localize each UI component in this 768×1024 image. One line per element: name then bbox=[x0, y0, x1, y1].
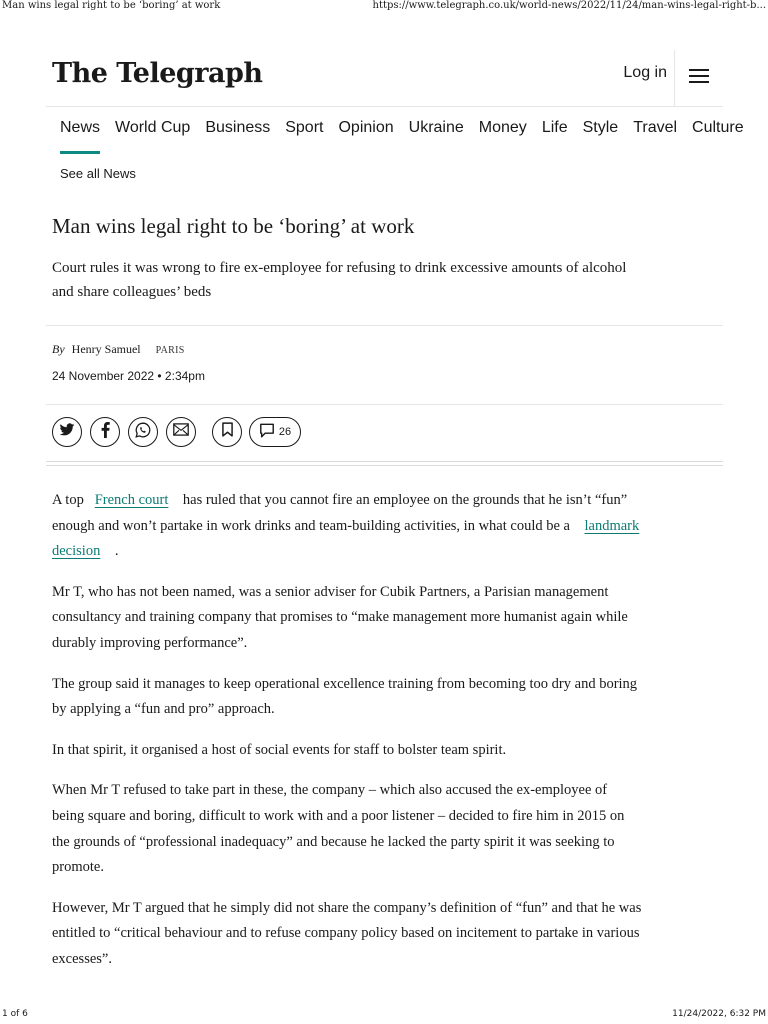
author-name[interactable]: Henry Samuel bbox=[71, 342, 141, 356]
nav-item-world-cup[interactable]: World Cup bbox=[115, 119, 191, 136]
bookmark-icon bbox=[222, 422, 233, 442]
article-standfirst: Court rules it was wrong to fire ex-employee for refusing to drink excessive amounts of alcohol and share colleagues’ beds bbox=[52, 260, 627, 300]
p1-text-a: A top bbox=[52, 492, 84, 508]
article-paragraph-5: When Mr T refused to take part in these, the company – which also accused the ex-employee of being square and boring, difficult to work with and a poor listener – decided to fire him in 2015 on the grounds of “professional inadequacy” and because he lacked the party spirit it was seeking to promote. bbox=[52, 782, 625, 876]
nav-item-style[interactable]: Style bbox=[582, 119, 619, 136]
comment-count: 26 bbox=[278, 426, 292, 438]
print-url: https://www.telegraph.co.uk/world-news/2022/11/24/man-wins-legal-right-b... bbox=[372, 0, 766, 11]
masthead-divider bbox=[674, 50, 675, 106]
nav-item-money[interactable]: Money bbox=[478, 119, 527, 136]
article-headline: Man wins legal right to be ‘boring’ at work bbox=[52, 214, 415, 238]
email-icon bbox=[173, 423, 189, 441]
print-header bbox=[0, 0, 768, 14]
byline bbox=[52, 342, 185, 357]
nav-item-sport[interactable]: Sport bbox=[285, 119, 324, 136]
print-footer bbox=[0, 1008, 768, 1024]
share-bar bbox=[52, 415, 452, 451]
comment-icon bbox=[259, 423, 275, 441]
article-paragraph-4: In that spirit, it organised a host of social events for staff to bolster team spirit. bbox=[52, 741, 507, 758]
p1-text-c: . bbox=[114, 543, 119, 560]
telegraph-logo[interactable]: The Telegraph bbox=[52, 58, 263, 89]
bookmark-button[interactable] bbox=[212, 417, 242, 447]
nav-item-business[interactable]: Business bbox=[205, 119, 271, 136]
twitter-share-button[interactable] bbox=[52, 417, 82, 447]
byline-prefix: By bbox=[52, 342, 65, 356]
p1-text-b: has ruled that you cannot fire an employee on the grounds that he isn’t “fun” enough and won’t partake in work drinks and team-building activities, in what could be a bbox=[52, 492, 628, 534]
print-title: Man wins legal right to be ‘boring’ at work bbox=[2, 0, 221, 11]
whatsapp-icon bbox=[135, 422, 151, 443]
article-paragraph-1 bbox=[52, 488, 642, 565]
login-link[interactable]: Log in bbox=[623, 64, 667, 81]
masthead bbox=[46, 50, 723, 107]
nav-item-culture[interactable]: Culture bbox=[692, 119, 744, 136]
email-share-button[interactable] bbox=[166, 417, 196, 447]
print-page-number: 1 of 6 bbox=[2, 1009, 28, 1019]
twitter-icon bbox=[59, 423, 75, 442]
byline-block bbox=[46, 325, 723, 405]
comments-button[interactable] bbox=[249, 417, 301, 447]
section-divider bbox=[46, 461, 723, 466]
nav-item-news[interactable]: News bbox=[52, 108, 107, 154]
landmark-decision-link[interactable]: landmark decision bbox=[52, 517, 640, 560]
menu-icon[interactable] bbox=[689, 68, 709, 84]
nav-item-travel[interactable]: Travel bbox=[633, 119, 678, 136]
article-paragraph-3: The group said it manages to keep operational excellence training from becoming too dry and boring by applying a “fun and pro” approach. bbox=[52, 675, 638, 718]
publish-date: 24 November 2022 • 2:34pm bbox=[52, 369, 205, 383]
article-body bbox=[52, 488, 642, 988]
article-paragraph-6: However, Mr T argued that he simply did not share the company’s definition of “fun” and that he was entitled to “critical behaviour and to refuse company policy based on incitement to partake in various excesses”. bbox=[52, 899, 642, 967]
print-timestamp: 11/24/2022, 6:32 PM bbox=[672, 1009, 766, 1019]
nav-item-ukraine[interactable]: Ukraine bbox=[408, 119, 464, 136]
nav-item-opinion[interactable]: Opinion bbox=[338, 119, 394, 136]
section-nav bbox=[52, 108, 744, 154]
byline-location: PARIS bbox=[155, 345, 185, 356]
see-all-news-link[interactable]: See all News bbox=[60, 166, 136, 181]
facebook-icon bbox=[101, 422, 110, 443]
whatsapp-share-button[interactable] bbox=[128, 417, 158, 447]
french-court-link[interactable]: French court bbox=[94, 492, 169, 508]
nav-item-life[interactable]: Life bbox=[541, 119, 568, 136]
facebook-share-button[interactable] bbox=[90, 417, 120, 447]
article-paragraph-2: Mr T, who has not been named, was a senior adviser for Cubik Partners, a Parisian management consultancy and training company that promises to “make management more humanist again while durably improving performance”. bbox=[52, 583, 628, 651]
